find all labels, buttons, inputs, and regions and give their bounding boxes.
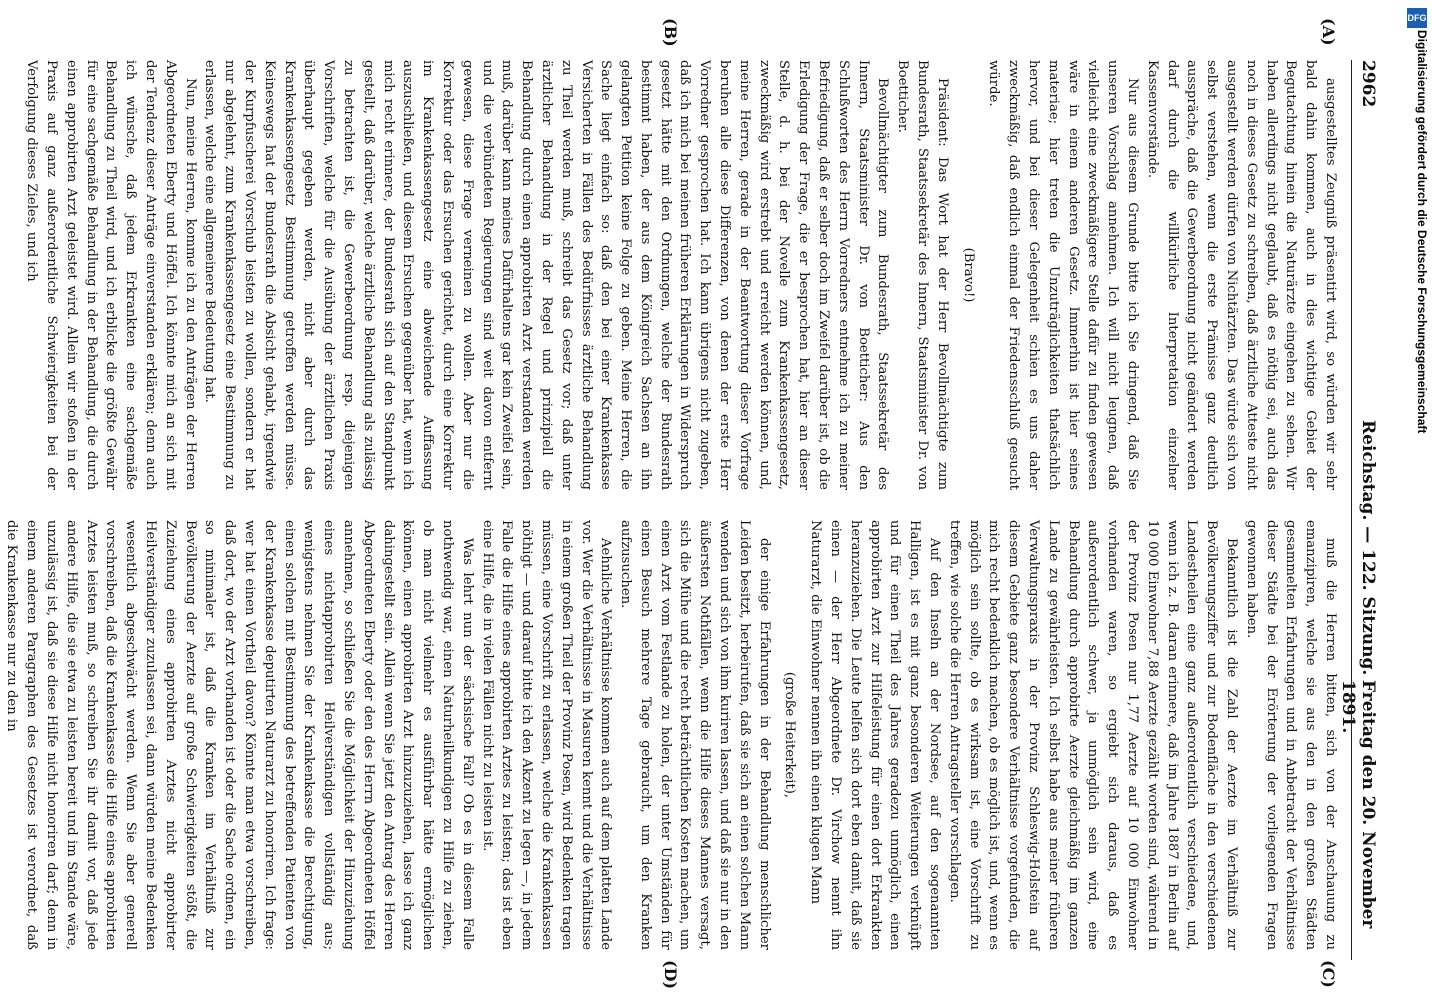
paragraph: Aehnliche Verhältnisse kommen auch auf dem platten Lande vor. Wer die Verhältnisse in Masuren kennt und die Verhältnisse in einem großen Theil der Provinz Posen, wird Bedenken tragen müssen, eine Vorschrift zu erlassen, welche die Krankenkassen nöthigt — und darauf bitte ich den Akzent zu legen —, in jedem Falle die Hilfe eines approbirten Arztes zu leisten; das ist eben eine Hilfe, die in vielen Fällen nicht zu leisten ist. <box>479 520 614 950</box>
digitization-notice <box>1405 30 1429 590</box>
paragraph: Bevollmächtigter zum Bundesrath, Staatssekretär des Innern, Staatsminister Dr. von Boetticher: Aus den Schlußworten des Herrn Vorredners entnehme ich zu meiner Befriedigung, daß er selber doch im Zweifel darüber ist, ob die Erledigung der Frage, die er besprochen hat, hier an dieser Stelle, d. h. bei der Novelle zum Krankenkassengesetz, zweckmäßig wird erstrebt und erreicht werden können, und, meine Herren, gerade in der Beantwortung dieser Vorfrage beruhen alle diese Differenzen, von denen der erste Herr Vorredner gesprochen hat. Ich kann übrigens nicht zugeben, daß ich mich bei meinen früheren Erklärungen in Widerspruch gesetzt hätte mit den Ordnungen, welche der Bundesrath bestimmt haben, der aus dem Königreich Sachsen an ihn gelangten Petition keine Folge zu geben. Meine Herren, die Sache liegt einfach so: daß den bei einer Krankenkasse Versicherten in Fällen des Bedürfnisses ärztliche Behandlung zu Theil werden muß, schreibt das Gesetz vor; daß unter ärztlicher Behandlung in der Regel und prinzipiell die Behandlung durch einen approbirten Arzt verstanden werden muß, darüber kann meines Dafürhaltens gar kein Zweifel sein, und die verbündeten Regierungen sind weit davon entfernt gewesen, diese Frage verneinen zu wollen. Aber nur die Korrektur oder das Ersuchen gerichtet, durch eine Korrektur im Krankenkassengesetz eine abweichende Auffassung auszuschließen, und diesem Ersuchen gegenüber hat, wenn ich mich recht erinnere, der Bundesrath sich auf den Standpunkt gestellt, daß darüber, welche ärztliche Behandlung als zulässig zu betrachten ist, die Gewerbeordnung resp. diejenigen Vorschriften, welche für die Ausübung der ärztlichen Praxis überhaupt gegeben werden, nicht aber durch das Krankenkassengesetz Bestimmung getroffen werden müsse. Keineswegs hat der Bundesrath die Absicht gehabt, irgendwie der Kurpfuscherei Vorschub leisten zu wollen, sondern er hat nur abgelehnt, zum Krankenkassengesetz eine Bestimmung zu erlassen, welche eine allgemeinere Bedeutung hat. <box>202 60 891 490</box>
right-text-column <box>4 520 1340 950</box>
session-title: Reichstag. — 122. Sitzung. <box>1358 420 1378 676</box>
header-divider <box>1351 60 1352 960</box>
paragraph: Auf den Inseln an der Nordsee, auf den sogenannten Halligen, ist es mit ganz besonderen Weiterungen verknüpft und für einen Theil des Jahres geradezu unmöglich, einen approbirten Arzt zur Hilfeleistung für einen dort Erkrankten heranzuziehen. Die Leute helfen sich dort eben damit, daß sie einen — der Herr Abgeordnete Dr. Virchow nennt ihn Naturarzt, die Einwohner nennen ihn einen klugen Mann <box>808 520 943 950</box>
paragraph: Präsident: Das Wort hat der Herr Bevollmächtigte zum Bundesrath, Staatssekretär des Innern, Staatsminister Dr. von Boetticher. <box>895 60 950 490</box>
paragraph: Bekanntlich ist die Zahl der Aerzte im Verhältniß zur Bevölkerungsziffer und zur Bodenfläche in den verschiedenen Landestheilen eine ganz außerordentlich verschiedene, und, wenn ich z. B. daran erinnere, daß im Jahre 1887 in Berlin auf 10 000 Einwohner 7,88 Aerzte gezählt worden sind, während in der Provinz Posen nur 1,77 Aerzte auf 10 000 Einwohner vorhanden waren, so ergiebt sich daraus, daß es außerordentlich schwer, ja unmöglich sein wird, eine Behandlung durch approbirte Aerzte gleichmäßig im ganzen Lande zu gewährleisten. Ich selbst habe aus meiner früheren Verwaltungspraxis in der Provinz Schleswig-Holstein auf diesem Gebiete ganz besondere Verhältnisse vorgefunden, die mich recht bedenklich machen, ob es möglich ist, und, wenn es möglich sein sollte, ob es wirksam ist, eine Vorschrift zu treffen, wie solche die Herren Antragsteller vorschlagen. <box>946 520 1240 950</box>
paragraph: der einige Erfahrungen in der Behandlung menschlicher Leiden besitzt, herbeirufen, daß sie sich an einen solchen Mann wenden und sich von ihm kuriren lassen, und daß sie nur in den äußersten Nothfällen, wenn die Hilfe dieses Mannes versagt, sich die Mühe und die recht beträchtlichen Kosten machen, um einen Arzt vom Festlande zu holen, der unter Umständen für einen Besuch mehrere Tage gebraucht, um den Kranken aufzusuchen. <box>618 520 772 950</box>
margin-letter-c: (C) <box>1319 960 1338 988</box>
page-number: 2962 <box>1358 60 1378 108</box>
margin-letter-b: (B) <box>661 18 680 47</box>
margin-letter-a: (A) <box>1319 18 1338 46</box>
interjection: (große Heiterkeit), <box>782 671 798 799</box>
dfg-logo: DFG <box>1407 8 1427 28</box>
digitization-notice-text: Digitalisierung gefördert durch die Deutsche Forschungsgemeinschaft <box>1415 30 1429 434</box>
paragraph: muß die Herren bitten, sich von der Anschauung zu emanzipiren, welche sie aus den in den großen Städten gesammelten Erfahrungen und in Anbetracht der Verhältnisse dieser Städte bei der Erörterung der vorliegenden Fragen gewonnen haben. <box>1243 520 1338 950</box>
paragraph: Nun, meine Herren, komme ich zu den Anträgen der Herren Abgeordneten Eberty und Höffel. Ich könnte mich an sich mit der Tendenz dieser Anträge einverstanden erklären; denn auch ich wünsche, daß jedem Erkrankten eine sachgemäße Behandlung zu Theil wird, und ich erblicke die größte Gewähr für eine sachgemäße Behandlung in der Behandlung, die durch einen approbirten Arzt geleistet wird. Allein wir stoßen in der Praxis auf ganz außerordentliche Schwierigkeiten bei der Verfolgung dieses Zieles, und ich <box>24 60 198 490</box>
interjection: (Bravo!) <box>960 247 976 303</box>
paragraph: ausgestelltes Zeugniß präsentirt wird, so würden wir sehr bald dahin kommen, auch in dies wichtige Gebiet der Begutachtung hinein die Naturärzte eingehen zu sehen. Wir haben allerdings nicht geglaubt, daß es nöthig sei, auch das noch in dieses Gesetz zu schreiben, daß ärztliche Atteste nicht ausgestellt werden dürfen von Nichtärzten. Das würde sich von selbst verstehen, wenn die erste Prämisse ganz deutlich ausspräche, daß die Gewerbeordnung nicht geändert werden darf durch die willkürliche Interpretation einzelner Kassenvorstände. <box>1144 60 1338 490</box>
left-text-column <box>24 60 1340 490</box>
margin-letter-d: (D) <box>661 960 680 990</box>
page-header <box>1338 60 1378 960</box>
paragraph: Was lehrt nun der sächsische Fall? Ob es in diesem Falle nothwendig war, einen Naturheilkundigen zu Hilfe zu ziehen, ob man nicht vielmehr es ausführbar hätte ermöglichen können, einen approbirten Arzt hinzuzuziehen, lasse ich ganz dahingestellt sein. Allein wenn Sie jetzt den Antrag des Herren Abgeordneten Eberty oder den des Herrn Abgeordneten Höffel annehmen, so schließen Sie die Möglichkeit der Hinzuziehung eines nichtapprobirten Heilverständigen vollständig aus; wenigstens nehmen Sie der Krankenkasse die Berechtigung, einen solchen mit Bestimmung des betreffenden Patienten von der Krankenkasse deputirten Naturarzt zu honoriren. Ich frage: wer hat einen Vortheil davon? Könnte man etwa vorschreiben, daß dort, wo der Arzt vorhanden ist oder die Sache ordnen, ein so minimaler ist, daß die Kranken im Verhältniß zur Bevölkerung der Aerzte auf große Schwierigkeiten stößt, die Zuziehung eines approbirten Arztes nicht approbirter Heilverständiger zuzulassen sei, dann würden meine Bedenken wesentlich abgeschwächt werden. Wenn Sie aber generell vorschreiben, daß die Krankenkasse die Hilfe eines approbirten Arztes leisten muß, so schreiben Sie ihr damit vor, daß jede andere Hilfe, die sie etwa zu leisten bereit und im Stande wäre, unzulässig ist, daß sie diese Hilfe nicht honoriren darf; denn in einem anderen Paragraphen des Gesetzes ist verordnet, daß die Krankenkasse nur zu den in <box>4 520 475 950</box>
paragraph: Nur aus diesem Grunde bitte ich Sie dringend, daß Sie unseren Vorschlag annehmen. Ich will nicht leugnen, daß vielleicht eine zweckmäßigere Stelle dafür zu finden gewesen wäre in einem anderen Gesetz. Immerhin ist hier seines materiae; hier treten die Unzuträglichkeiten thatsächlich hervor, und bei dieser Gelegenheit schien es uns daher zweckmäßig, daß endlich einmal der Friedensschluß gesucht würde. <box>986 60 1141 490</box>
session-date: Freitag den 20. November 1891. <box>1338 680 1378 929</box>
